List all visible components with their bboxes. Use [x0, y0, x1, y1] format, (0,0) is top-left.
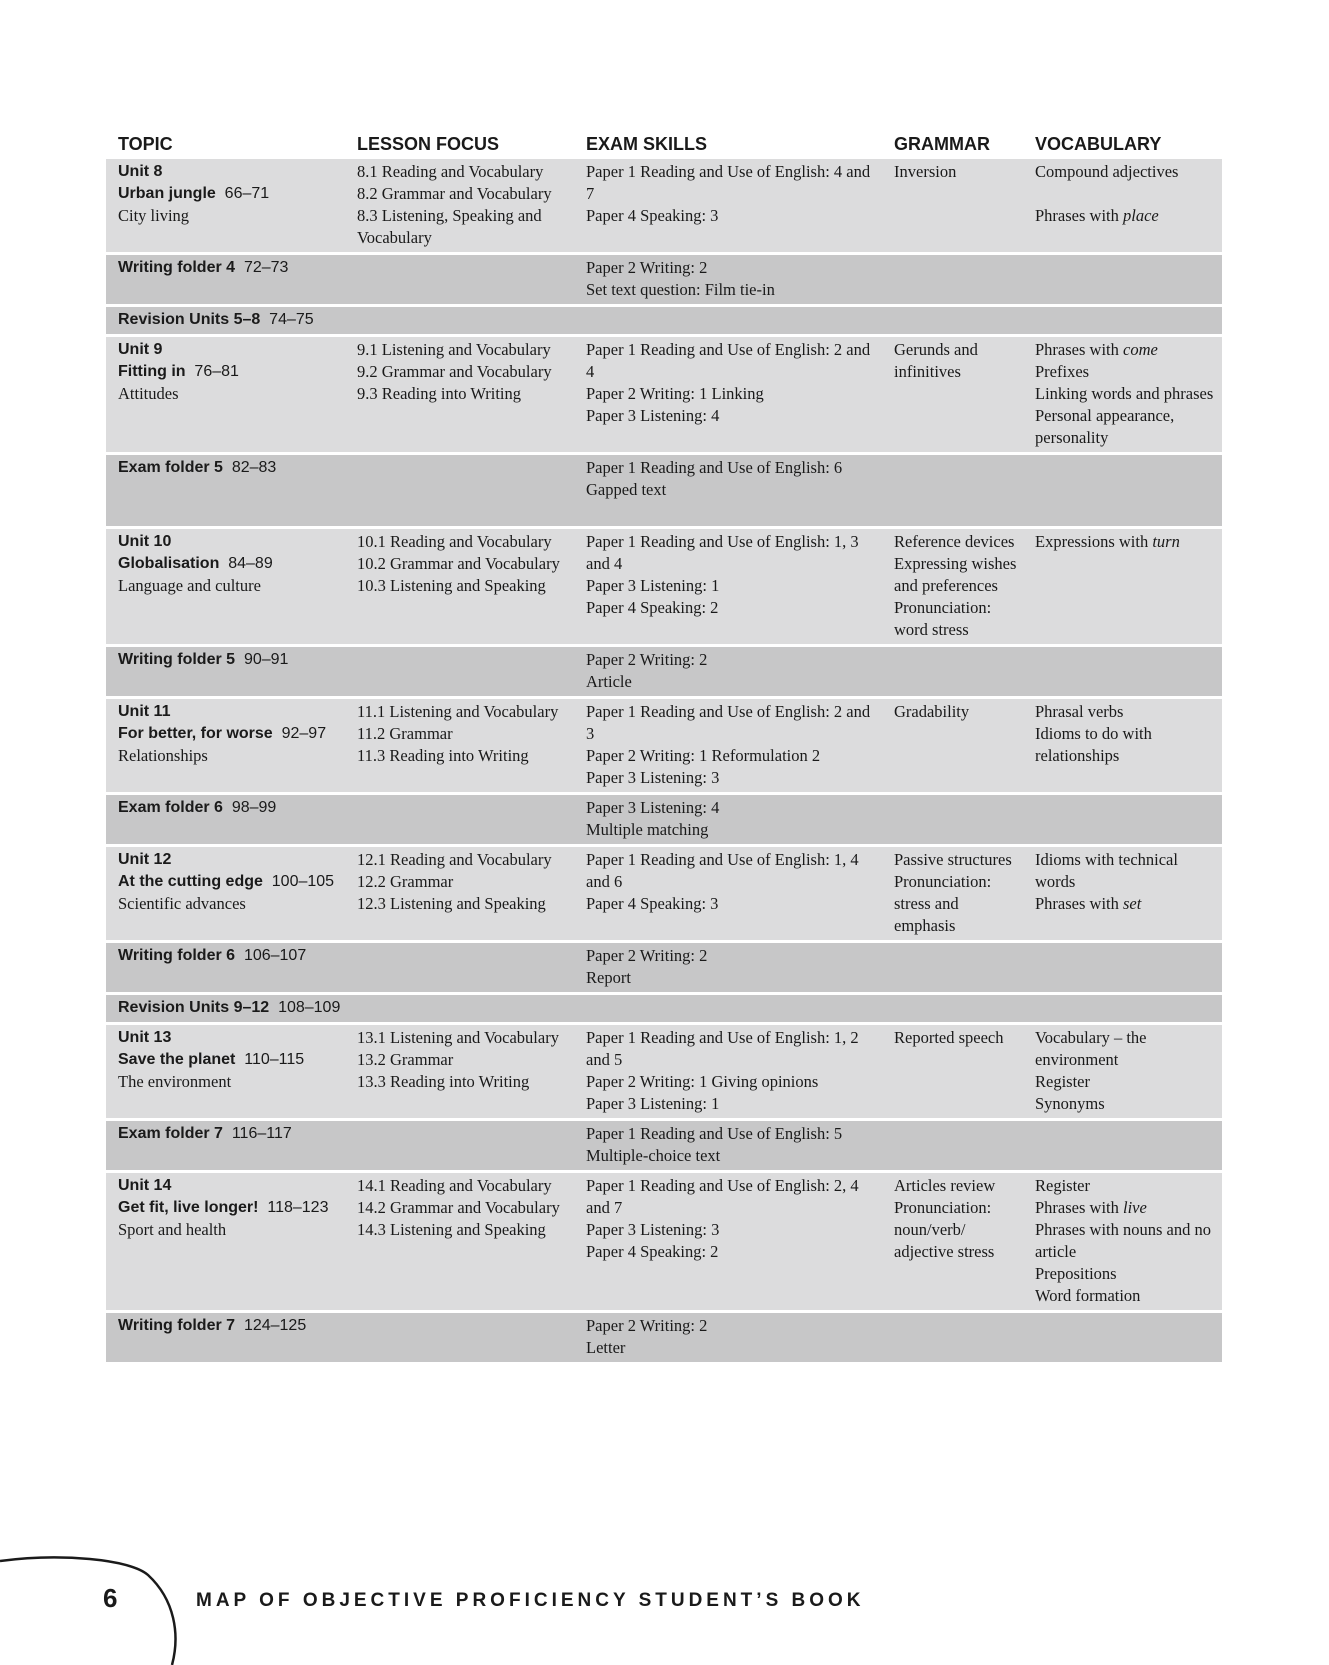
lesson-item: 9.3 Reading into Writing — [357, 384, 522, 403]
grammar-cell — [882, 1121, 1023, 1170]
table-row — [106, 1121, 1222, 1170]
unit-number: Unit 14 — [118, 1177, 172, 1194]
lesson-focus-cell — [345, 699, 574, 792]
table-row — [106, 995, 1222, 1022]
skill-item: Letter — [586, 1338, 626, 1357]
skill-item: Paper 2 Writing: 1 Giving opinions — [586, 1072, 819, 1091]
skill-item: Multiple matching — [586, 820, 709, 839]
lesson-item: 12.3 Listening and Speaking — [357, 894, 546, 913]
lesson-item: 10.1 Reading and Vocabulary — [357, 532, 552, 551]
unit-title: Globalisation — [118, 555, 220, 572]
exam-skills-cell — [574, 455, 882, 526]
topic-cell — [106, 699, 345, 792]
skill-item: Paper 1 Reading and Use of English: 2, 4 and 7 — [586, 1176, 863, 1217]
table-row — [106, 455, 1222, 526]
map-table — [106, 126, 1222, 1365]
skill-item: Paper 1 Reading and Use of English: 1, 3 and 4 — [586, 532, 863, 573]
skill-item: Paper 4 Speaking: 2 — [586, 598, 719, 617]
grammar-cell — [882, 529, 1023, 644]
lesson-focus-cell — [345, 529, 574, 644]
vocabulary-cell — [1023, 943, 1222, 992]
vocabulary-cell — [1023, 1313, 1222, 1362]
vocab-item: Linking words and phrases — [1035, 384, 1214, 403]
vocab-item: Phrases with nouns and no article — [1035, 1220, 1216, 1261]
grammar-item: Pronunciation: word stress — [894, 598, 996, 639]
skill-item: Paper 3 Listening: 4 — [586, 406, 720, 425]
topic-cell — [106, 1173, 345, 1310]
lesson-item: 11.3 Reading into Writing — [357, 746, 529, 765]
skill-item: Set text question: Film tie-in — [586, 280, 775, 299]
unit-number: Unit 9 — [118, 341, 163, 358]
vocabulary-cell — [1023, 255, 1222, 304]
unit-number: Unit 12 — [118, 851, 172, 868]
unit-number: Unit 11 — [118, 703, 171, 720]
grammar-cell — [882, 699, 1023, 792]
folder-title: Exam folder 7 — [118, 1125, 223, 1142]
grammar-item: Articles review — [894, 1176, 996, 1195]
lesson-item: 13.1 Listening and Vocabulary — [357, 1028, 559, 1047]
header-vocabulary: VOCABULARY — [1023, 129, 1222, 156]
vocab-item: Idioms with technical words — [1035, 850, 1183, 891]
unit-theme: Language and culture — [118, 576, 261, 595]
exam-skills-cell — [574, 795, 882, 844]
lesson-item: 8.1 Reading and Vocabulary — [357, 162, 544, 181]
exam-skills-cell — [574, 699, 882, 792]
skill-item: Paper 3 Listening: 4 — [586, 798, 720, 817]
skill-item: Paper 1 Reading and Use of English: 2 and 4 — [586, 340, 875, 381]
topic-cell — [106, 337, 345, 452]
skill-item: Paper 4 Speaking: 2 — [586, 1242, 719, 1261]
lesson-focus-cell — [345, 255, 574, 304]
unit-theme: Relationships — [118, 746, 208, 765]
topic-cell — [106, 795, 345, 844]
grammar-cell — [882, 1025, 1023, 1118]
page-range: 124–125 — [243, 1317, 307, 1334]
exam-skills-cell — [574, 337, 882, 452]
page-range: 92–97 — [281, 725, 327, 742]
folder-title: Writing folder 5 — [118, 651, 236, 668]
revision-cell — [106, 995, 1222, 1022]
folder-title: Exam folder 5 — [118, 459, 223, 476]
page-range: 98–99 — [231, 799, 277, 816]
page-range: 90–91 — [243, 651, 289, 668]
vocab-italic-word: place — [1123, 206, 1159, 225]
lesson-focus-cell — [345, 1173, 574, 1310]
exam-skills-cell — [574, 647, 882, 696]
vocab-item: Prepositions — [1035, 1264, 1117, 1283]
grammar-item: Gradability — [894, 702, 970, 721]
exam-skills-cell — [574, 943, 882, 992]
lesson-item: 14.3 Listening and Speaking — [357, 1220, 546, 1239]
table-row — [106, 337, 1222, 452]
skill-item: Paper 2 Writing: 1 Reformulation 2 — [586, 746, 821, 765]
exam-skills-cell — [574, 159, 882, 252]
vocab-item: Register — [1035, 1176, 1090, 1195]
topic-cell — [106, 455, 345, 526]
lesson-focus-cell — [345, 159, 574, 252]
table-row — [106, 1025, 1222, 1118]
page-range: 84–89 — [228, 555, 273, 572]
skill-item: Paper 2 Writing: 2 — [586, 946, 708, 965]
vocab-item: Idioms to do with relationships — [1035, 724, 1157, 765]
lesson-item: 8.3 Listening, Speaking and Vocabulary — [357, 206, 546, 247]
vocabulary-cell — [1023, 699, 1222, 792]
vocab-item: Phrases with — [1035, 340, 1119, 359]
table-row — [106, 529, 1222, 644]
unit-theme: Sport and health — [118, 1220, 227, 1239]
topic-cell — [106, 647, 345, 696]
page-range: 74–75 — [269, 311, 314, 328]
table-row — [106, 159, 1222, 252]
vocab-item: Prefixes — [1035, 362, 1090, 381]
vocab-item: Word formation — [1035, 1286, 1141, 1305]
page-range: 116–117 — [231, 1125, 292, 1142]
vocab-item: Synonyms — [1035, 1094, 1105, 1113]
unit-number: Unit 10 — [118, 533, 172, 550]
exam-skills-cell — [574, 529, 882, 644]
grammar-cell — [882, 1173, 1023, 1310]
vocab-italic-word: live — [1123, 1198, 1147, 1217]
exam-skills-cell — [574, 1173, 882, 1310]
page-number: 6 — [103, 1583, 118, 1613]
header-exam-skills: EXAM SKILLS — [574, 129, 882, 156]
skill-item: Paper 4 Speaking: 3 — [586, 894, 719, 913]
skill-item: Paper 2 Writing: 2 — [586, 650, 708, 669]
grammar-item: Inversion — [894, 162, 957, 181]
lesson-focus-cell — [345, 1025, 574, 1118]
skill-item: Paper 3 Listening: 3 — [586, 768, 720, 787]
revision-title: Revision Units 9–12 — [118, 999, 270, 1016]
topic-cell — [106, 1313, 345, 1362]
vocabulary-cell — [1023, 1173, 1222, 1310]
unit-theme: Scientific advances — [118, 894, 246, 913]
lesson-item: 11.1 Listening and Vocabulary — [357, 702, 559, 721]
unit-title: At the cutting edge — [118, 873, 263, 890]
vocab-item: Personal appearance, personality — [1035, 406, 1179, 447]
page-range: 110–115 — [244, 1051, 305, 1068]
unit-title: Urban jungle — [118, 185, 216, 202]
topic-cell — [106, 943, 345, 992]
unit-title: For better, for worse — [118, 725, 273, 742]
grammar-item: Pronunciation: stress and emphasis — [894, 872, 996, 935]
skill-item: Paper 3 Listening: 1 — [586, 1094, 720, 1113]
skill-item: Paper 3 Listening: 3 — [586, 1220, 720, 1239]
revision-cell — [106, 307, 1222, 334]
grammar-cell — [882, 255, 1023, 304]
lesson-item: 9.2 Grammar and Vocabulary — [357, 362, 552, 381]
vocabulary-cell — [1023, 1121, 1222, 1170]
skill-item: Paper 3 Listening: 1 — [586, 576, 720, 595]
topic-cell — [106, 847, 345, 940]
topic-cell — [106, 1025, 345, 1118]
skill-item: Paper 1 Reading and Use of English: 4 and 7 — [586, 162, 875, 203]
unit-number: Unit 13 — [118, 1029, 172, 1046]
skill-item: Paper 1 Reading and Use of English: 1, 4 and 6 — [586, 850, 863, 891]
unit-theme: City living — [118, 206, 190, 225]
grammar-item: Reference devices — [894, 532, 1015, 551]
skill-item: Article — [586, 672, 632, 691]
vocab-item: Register — [1035, 1072, 1090, 1091]
unit-title: Get fit, live longer! — [118, 1199, 259, 1216]
page-range: 66–71 — [224, 185, 270, 202]
folder-title: Exam folder 6 — [118, 799, 223, 816]
lesson-focus-cell — [345, 337, 574, 452]
skill-item: Paper 2 Writing: 2 — [586, 258, 708, 277]
table-header — [106, 129, 1222, 156]
folder-title: Writing folder 6 — [118, 947, 236, 964]
table-row — [106, 847, 1222, 940]
page-range: 82–83 — [231, 459, 277, 476]
revision-title: Revision Units 5–8 — [118, 311, 261, 328]
vocab-item: Phrases with — [1035, 894, 1119, 913]
vocabulary-cell — [1023, 795, 1222, 844]
grammar-cell — [882, 847, 1023, 940]
lesson-item: 10.3 Listening and Speaking — [357, 576, 546, 595]
lesson-focus-cell — [345, 455, 574, 526]
header-row — [106, 129, 1222, 156]
lesson-item: 13.2 Grammar — [357, 1050, 454, 1069]
vocab-item: Compound adjectives — [1035, 162, 1179, 181]
lesson-item: 14.1 Reading and Vocabulary — [357, 1176, 552, 1195]
table-row — [106, 647, 1222, 696]
footer-tab-curve — [0, 1555, 200, 1665]
grammar-cell — [882, 1313, 1023, 1362]
grammar-cell — [882, 455, 1023, 526]
lesson-item: 9.1 Listening and Vocabulary — [357, 340, 551, 359]
exam-skills-cell — [574, 1313, 882, 1362]
grammar-item: Passive structures — [894, 850, 1012, 869]
lesson-item: 12.2 Grammar — [357, 872, 454, 891]
skill-item: Paper 1 Reading and Use of English: 5 — [586, 1124, 843, 1143]
table-row — [106, 307, 1222, 334]
table-row — [106, 699, 1222, 792]
skill-item: Gapped text — [586, 480, 667, 499]
lesson-focus-cell — [345, 943, 574, 992]
unit-theme: Attitudes — [118, 384, 179, 403]
table-row — [106, 1173, 1222, 1310]
vocab-italic-word: turn — [1152, 532, 1180, 551]
vocabulary-cell — [1023, 647, 1222, 696]
topic-cell — [106, 529, 345, 644]
topic-cell — [106, 1121, 345, 1170]
vocabulary-cell — [1023, 529, 1222, 644]
vocabulary-cell — [1023, 337, 1222, 452]
grammar-item: Reported speech — [894, 1028, 1004, 1047]
exam-skills-cell — [574, 847, 882, 940]
vocabulary-cell — [1023, 455, 1222, 526]
grammar-item: Pronunciation: noun/verb/ adjective stress — [894, 1198, 996, 1261]
grammar-item: Gerunds and infinitives — [894, 340, 982, 381]
folder-title: Writing folder 7 — [118, 1317, 236, 1334]
page-range: 76–81 — [194, 363, 239, 380]
page-range: 72–73 — [243, 259, 289, 276]
lesson-focus-cell — [345, 795, 574, 844]
vocab-item: Vocabulary – the environment — [1035, 1028, 1151, 1069]
lesson-item: 10.2 Grammar and Vocabulary — [357, 554, 560, 573]
page-range: 118–123 — [267, 1199, 329, 1216]
header-lesson-focus: LESSON FOCUS — [345, 129, 574, 156]
lesson-focus-cell — [345, 847, 574, 940]
grammar-cell — [882, 337, 1023, 452]
vocabulary-cell — [1023, 159, 1222, 252]
exam-skills-cell — [574, 1025, 882, 1118]
lesson-item: 14.2 Grammar and Vocabulary — [357, 1198, 560, 1217]
skill-item: Paper 1 Reading and Use of English: 1, 2 and 5 — [586, 1028, 863, 1069]
grammar-cell — [882, 943, 1023, 992]
unit-theme: The environment — [118, 1072, 232, 1091]
grammar-cell — [882, 795, 1023, 844]
lesson-focus-cell — [345, 1121, 574, 1170]
lesson-item: 13.3 Reading into Writing — [357, 1072, 530, 1091]
unit-title: Save the planet — [118, 1051, 236, 1068]
exam-skills-cell — [574, 1121, 882, 1170]
lesson-item: 8.2 Grammar and Vocabulary — [357, 184, 552, 203]
skill-item: Paper 2 Writing: 2 — [586, 1316, 708, 1335]
grammar-item: Expressing wishes and preferences — [894, 554, 1021, 595]
lesson-item: 12.1 Reading and Vocabulary — [357, 850, 552, 869]
topic-cell — [106, 159, 345, 252]
skill-item: Paper 2 Writing: 1 Linking — [586, 384, 764, 403]
vocab-item: Phrases with — [1035, 206, 1119, 225]
lesson-focus-cell — [345, 647, 574, 696]
page-range: 106–107 — [243, 947, 307, 964]
vocabulary-cell — [1023, 847, 1222, 940]
table-row — [106, 943, 1222, 992]
vocab-item: Phrasal verbs — [1035, 702, 1124, 721]
grammar-cell — [882, 159, 1023, 252]
skill-item: Paper 1 Reading and Use of English: 6 — [586, 458, 843, 477]
vocab-item: Phrases with — [1035, 1198, 1119, 1217]
folder-title: Writing folder 4 — [118, 259, 236, 276]
skill-item: Paper 4 Speaking: 3 — [586, 206, 719, 225]
unit-number: Unit 8 — [118, 163, 163, 180]
header-topic: TOPIC — [106, 129, 345, 156]
header-grammar: GRAMMAR — [882, 129, 1023, 156]
skill-item: Report — [586, 968, 631, 987]
skill-item: Paper 1 Reading and Use of English: 2 and 3 — [586, 702, 875, 743]
vocab-italic-word: set — [1123, 894, 1142, 913]
vocabulary-cell — [1023, 1025, 1222, 1118]
exam-skills-cell — [574, 255, 882, 304]
page-range: 108–109 — [278, 999, 341, 1016]
vocab-item: Expressions with — [1035, 532, 1149, 551]
page-range: 100–105 — [271, 873, 335, 890]
unit-title: Fitting in — [118, 363, 186, 380]
table-row — [106, 795, 1222, 844]
lesson-item: 11.2 Grammar — [357, 724, 453, 743]
skill-item: Multiple-choice text — [586, 1146, 721, 1165]
grammar-cell — [882, 647, 1023, 696]
table-row — [106, 1313, 1222, 1362]
vocab-italic-word: come — [1123, 340, 1158, 359]
lesson-focus-cell — [345, 1313, 574, 1362]
topic-cell — [106, 255, 345, 304]
table-row — [106, 255, 1222, 304]
footer-title: MAP OF OBJECTIVE PROFICIENCY STUDENT’S BOOK — [196, 1590, 865, 1611]
